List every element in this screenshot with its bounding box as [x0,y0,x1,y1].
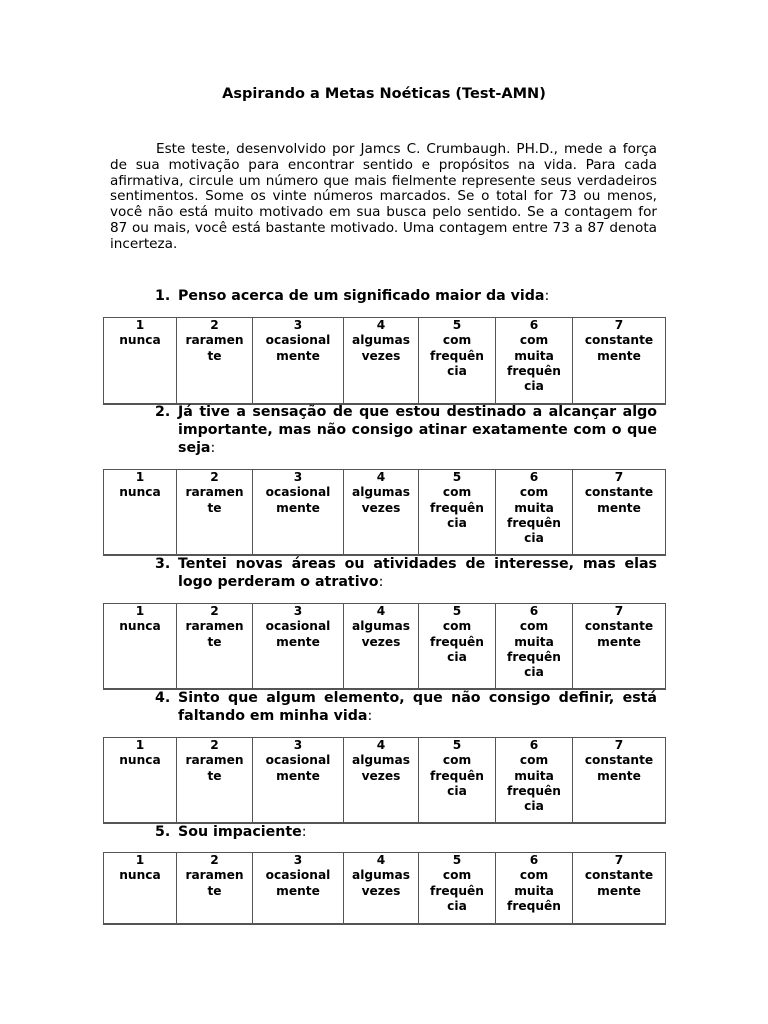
option-number: 7 [614,853,624,867]
scale-option-4[interactable] [344,604,419,690]
option-label: muita [514,500,554,515]
option-number: 1 [135,604,145,618]
scale-option-1[interactable] [104,318,177,405]
table-row [104,318,666,405]
scale-table-5 [103,852,666,925]
question-text [178,689,657,725]
question-text [178,287,657,305]
question-text [178,823,657,841]
option-label: frequên [430,634,484,649]
option-number: 5 [452,318,462,332]
option-label: ocasional [265,333,331,348]
question-colon: : [210,440,216,456]
option-label: cia [447,898,467,913]
scale-option-7[interactable] [573,470,666,556]
option-label: mente [597,348,641,363]
scale-option-5[interactable] [419,470,496,556]
option-label: vezes [361,768,401,783]
scale-option-4[interactable] [344,738,419,824]
option-label: te [207,768,222,783]
option-label: algumas [352,619,410,634]
page-title: Aspirando a Metas Noéticas (Test-AMN) [222,86,546,102]
scale-table-3 [103,603,666,690]
option-label: mente [597,634,641,649]
option-label: cia [524,799,544,814]
question-number: 4. [155,690,171,706]
option-label: cia [524,379,544,394]
option-label: ocasional [265,619,331,634]
option-number: 3 [293,470,303,484]
option-label: mente [597,500,641,515]
question-4 [155,689,657,725]
option-label: com [519,868,549,883]
option-label: muita [514,883,554,898]
option-label: com [519,619,549,634]
option-label: mente [276,348,320,363]
option-label: algumas [352,868,410,883]
option-number: 4 [376,318,386,332]
table-row [104,604,666,690]
intro-paragraph: Este teste, desenvolvido por Jamcs C. Crumbaugh. PH.D., mede a força de sua motivação para encontrar sentido e propósitos na vida. Para cada afirmativa, circule um número que mais fielmente represente seus verdadeiros sentimentos. Some os vinte números marcados. Se o total for 73 ou menos, você não está muito motivado em sua busca pelo sentido. Se a contagem for 87 ou mais, você está bastante motivado. Uma contagem entre 73 a 87 denota incerteza. [110,141,657,252]
scale-option-2[interactable] [177,738,253,824]
option-label: com [519,753,549,768]
question-text-body: Sinto que algum elemento, que não consigo definir, está faltando em minha vida [178,690,657,724]
option-label: raramen [185,753,244,768]
option-number: 2 [210,604,219,618]
scale-option-2[interactable] [177,853,253,925]
option-label: raramen [185,485,244,500]
option-number: 3 [293,738,303,752]
scale-option-4[interactable] [344,853,419,925]
option-label: nunca [119,619,161,634]
option-number: 7 [614,738,624,752]
scale-option-5[interactable] [419,853,496,925]
option-label: raramen [185,333,244,348]
scale-option-6[interactable] [496,604,573,690]
option-label: vezes [361,634,401,649]
option-number: 6 [529,470,539,484]
scale-option-5[interactable] [419,604,496,690]
scale-option-6[interactable] [496,738,573,824]
option-label: constante [584,485,654,500]
option-label: frequên [507,363,561,378]
option-number: 4 [376,853,386,867]
question-text-body: Tentei novas áreas ou atividades de interesse, mas elas logo perderam o atrativo [178,556,657,590]
option-label: muita [514,348,554,363]
option-number: 2 [210,853,219,867]
option-label: constante [584,333,654,348]
option-label: cia [447,649,467,664]
scale-option-3[interactable] [253,604,344,690]
option-label: nunca [119,485,161,500]
option-label: mente [597,883,641,898]
question-number: 5. [155,824,171,840]
scale-table-4 [103,737,666,824]
option-label: muita [514,768,554,783]
option-label: vezes [361,500,401,515]
question-number: 3. [155,556,171,572]
question-colon: : [367,708,373,724]
option-label: raramen [185,619,244,634]
scale-option-1[interactable] [104,604,177,690]
option-label: te [207,500,222,515]
question-text [178,555,657,591]
table-row [104,853,666,925]
option-label: nunca [119,868,161,883]
question-colon: : [544,288,550,304]
option-number: 7 [614,318,624,332]
option-number: 5 [452,470,462,484]
option-label: vezes [361,348,401,363]
option-label: frequên [507,649,561,664]
option-label: frequên [507,898,561,913]
scale-option-1[interactable] [104,853,177,925]
scale-option-3[interactable] [253,318,344,405]
option-label: nunca [119,333,161,348]
question-number: 2. [155,404,171,420]
option-number: 3 [293,853,303,867]
option-label: com [442,619,472,634]
scale-option-3[interactable] [253,738,344,824]
scale-option-6[interactable] [496,853,573,925]
option-number: 3 [293,604,303,618]
option-label: frequên [507,515,561,530]
option-number: 6 [529,318,539,332]
option-label: mente [276,768,320,783]
option-number: 6 [529,738,539,752]
option-label: ocasional [265,485,331,500]
option-label: com [442,333,472,348]
scale-option-7[interactable] [573,604,666,690]
scale-option-1[interactable] [104,470,177,556]
scale-table-2 [103,469,666,556]
option-number: 4 [376,738,386,752]
option-label: com [442,753,472,768]
scale-option-7[interactable] [573,853,666,925]
option-label: cia [447,783,467,798]
scale-option-5[interactable] [419,318,496,405]
option-number: 2 [210,318,219,332]
option-label: mente [276,634,320,649]
option-label: constante [584,619,654,634]
option-number: 1 [135,318,145,332]
scale-option-2[interactable] [177,604,253,690]
scale-option-2[interactable] [177,318,253,405]
option-label: cia [524,665,544,680]
option-label: frequên [430,768,484,783]
scale-option-3[interactable] [253,853,344,925]
option-label: nunca [119,753,161,768]
option-label: cia [524,531,544,546]
question-text-body: Penso acerca de um significado maior da vida [178,288,545,304]
question-2 [155,403,657,457]
option-number: 1 [135,738,145,752]
option-label: ocasional [265,868,331,883]
scale-option-2[interactable] [177,470,253,556]
option-label: constante [584,753,654,768]
question-colon: : [378,574,384,590]
question-3 [155,555,657,591]
option-label: com [442,485,472,500]
scale-table-1 [103,317,666,405]
scale-option-1[interactable] [104,738,177,824]
option-label: mente [276,883,320,898]
option-label: cia [447,363,467,378]
option-number: 2 [210,738,219,752]
scale-option-6[interactable] [496,318,573,405]
option-label: vezes [361,883,401,898]
option-label: algumas [352,485,410,500]
option-number: 2 [210,470,219,484]
option-label: frequên [430,883,484,898]
question-number: 1. [155,288,171,304]
option-number: 4 [376,604,386,618]
scale-option-7[interactable] [573,318,666,405]
option-number: 3 [293,318,303,332]
option-label: com [519,333,549,348]
option-number: 7 [614,604,624,618]
option-label: muita [514,634,554,649]
option-label: constante [584,868,654,883]
scale-option-5[interactable] [419,738,496,824]
option-number: 5 [452,738,462,752]
option-label: cia [447,515,467,530]
option-label: frequên [507,783,561,798]
option-label: com [519,485,549,500]
option-label: mente [276,500,320,515]
option-label: raramen [185,868,244,883]
option-label: algumas [352,753,410,768]
option-label: te [207,634,222,649]
option-label: ocasional [265,753,331,768]
question-text-body: Sou impaciente [178,824,302,840]
option-number: 4 [376,470,386,484]
table-row [104,738,666,824]
question-text [178,403,657,457]
option-number: 1 [135,853,145,867]
option-label: mente [597,768,641,783]
question-text-body: Já tive a sensação de que estou destinado a alcançar algo importante, mas não consigo atinar exatamente com o que seja [178,404,657,456]
scale-option-4[interactable] [344,470,419,556]
option-label: frequên [430,500,484,515]
question-1 [155,287,657,305]
option-number: 5 [452,853,462,867]
option-label: te [207,348,222,363]
option-number: 1 [135,470,145,484]
scale-option-6[interactable] [496,470,573,556]
option-label: frequên [430,348,484,363]
scale-option-7[interactable] [573,738,666,824]
option-label: algumas [352,333,410,348]
question-5 [155,823,657,841]
option-label: com [442,868,472,883]
scale-option-3[interactable] [253,470,344,556]
scale-option-4[interactable] [344,318,419,405]
option-number: 6 [529,604,539,618]
option-number: 6 [529,853,539,867]
question-colon: : [301,824,307,840]
option-number: 5 [452,604,462,618]
table-row [104,470,666,556]
option-label: te [207,883,222,898]
option-number: 7 [614,470,624,484]
